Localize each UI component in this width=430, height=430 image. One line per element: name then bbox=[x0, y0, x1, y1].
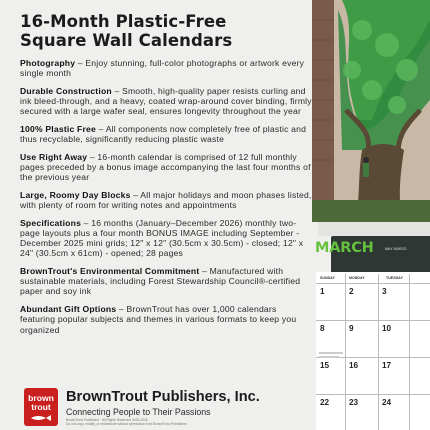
day-of-week-label: SUNDAY bbox=[320, 276, 335, 280]
grid-line bbox=[345, 274, 346, 430]
publisher-name: BrownTrout Publishers, Inc. bbox=[66, 389, 260, 405]
feature-text: – 16-month calendar is comprised of 12 full monthly pages preceded by a bonus image accompanying the last four months of the previous year bbox=[20, 151, 311, 183]
feature-heading: Photography bbox=[20, 58, 76, 68]
page-divider bbox=[318, 222, 430, 236]
feature-text: – All major holidays and moon phases listed, with plenty of room for writing notes and appointments bbox=[20, 189, 312, 211]
grid-line bbox=[316, 394, 430, 395]
feature-text: – Smooth, high-quality paper resists curling and ink bleed-through, and a heavy, coated wrap-around cover binding, firmly secured with a large wafer seal, ensures longevity throughout the year bbox=[20, 85, 312, 117]
tree-mural-illustration bbox=[312, 0, 430, 222]
calendar-date: 15 bbox=[320, 361, 330, 370]
feature-heading: BrownTrout's Environmental Commitment bbox=[20, 265, 200, 276]
grid-line bbox=[316, 320, 430, 321]
feature-use-right-away bbox=[20, 152, 312, 183]
calendar-grid bbox=[316, 272, 430, 430]
calendar-date: 1 bbox=[320, 287, 325, 296]
feature-heading: Specifications bbox=[20, 217, 82, 228]
publisher-footer bbox=[20, 388, 312, 428]
calendar-date: 2 bbox=[349, 287, 354, 296]
feature-specifications bbox=[20, 218, 312, 259]
fish-icon bbox=[30, 414, 52, 422]
browntrout-logo bbox=[24, 388, 58, 426]
feature-plastic-free bbox=[20, 124, 312, 145]
month-title: MARCH bbox=[315, 240, 374, 256]
title-line-2: Square Wall Calendars bbox=[20, 31, 233, 50]
grid-line bbox=[316, 283, 430, 284]
calendar-date: 9 bbox=[349, 324, 354, 333]
feature-heading: Use Right Away bbox=[20, 151, 88, 162]
title-line-1: 16-Month Plastic-Free bbox=[20, 12, 227, 31]
feature-heading: 100% Plastic Free bbox=[20, 123, 97, 134]
calendar-date: 24 bbox=[382, 398, 392, 407]
feature-text: – All components now completely free of plastic and thus recyclable, significantly reducing plastic waste bbox=[20, 123, 307, 145]
holiday-note bbox=[319, 356, 339, 358]
feature-text: – Enjoy stunning, full-color photographs or artwork every single month bbox=[20, 58, 305, 79]
feature-heading: Abundant Gift Options bbox=[20, 303, 117, 314]
day-of-week-label: MONDAY bbox=[349, 276, 365, 280]
grid-line bbox=[409, 274, 410, 430]
feature-text: – 16 months (January–December 2026) monthly two-page layouts plus a four month BONUS IMAGE including September - December 2025 mini grids; 12" x 12" (30.5cm x 30.5cm) - closed; 12" x 24" (30.5cm x 61cm) - opened; 28 pages bbox=[20, 217, 304, 259]
legal-line-1: BrownTrout Publishers · All Rights Reserved 2025-2026 bbox=[66, 418, 148, 422]
calendar-date: 3 bbox=[382, 287, 387, 296]
feature-text: – Manufactured with sustainable materials, including Forest Stewardship Council®-certified paper and soy ink bbox=[20, 265, 301, 297]
feature-gift-options bbox=[20, 304, 312, 335]
feature-text: – BrownTrout has over 1,000 calendars featuring popular subjects and themes in various formats to keep you organized bbox=[20, 303, 297, 335]
feature-heading: Durable Construction bbox=[20, 85, 112, 96]
day-of-week-label: TUESDAY bbox=[386, 276, 403, 280]
publisher-legal bbox=[66, 418, 187, 426]
grid-line bbox=[378, 274, 379, 430]
calendar-date: 17 bbox=[382, 361, 392, 370]
feature-durable-construction bbox=[20, 86, 312, 117]
calendar-date: 22 bbox=[320, 398, 330, 407]
month-subtitle: MAY MARZO bbox=[385, 247, 407, 251]
legal-line-2: Do not copy, modify, or redistribute without permission from BrownTrout Publishers bbox=[66, 422, 187, 426]
publisher-tagline: Connecting People to Their Passions bbox=[66, 407, 211, 417]
feature-heading: Large, Roomy Day Blocks bbox=[20, 189, 131, 200]
feature-day-blocks bbox=[20, 190, 312, 211]
logo-text-trout: trout bbox=[31, 402, 51, 412]
page-title bbox=[20, 12, 312, 50]
calendar-date: 16 bbox=[349, 361, 359, 370]
calendar-cover-photo bbox=[312, 0, 430, 222]
logo-text-brown: brown bbox=[28, 393, 54, 403]
calendar-date: 8 bbox=[320, 324, 325, 333]
feature-environmental-commitment bbox=[20, 266, 312, 297]
holiday-note bbox=[319, 352, 343, 354]
feature-photography bbox=[20, 58, 312, 79]
calendar-date: 23 bbox=[349, 398, 359, 407]
calendar-date: 10 bbox=[382, 324, 392, 333]
